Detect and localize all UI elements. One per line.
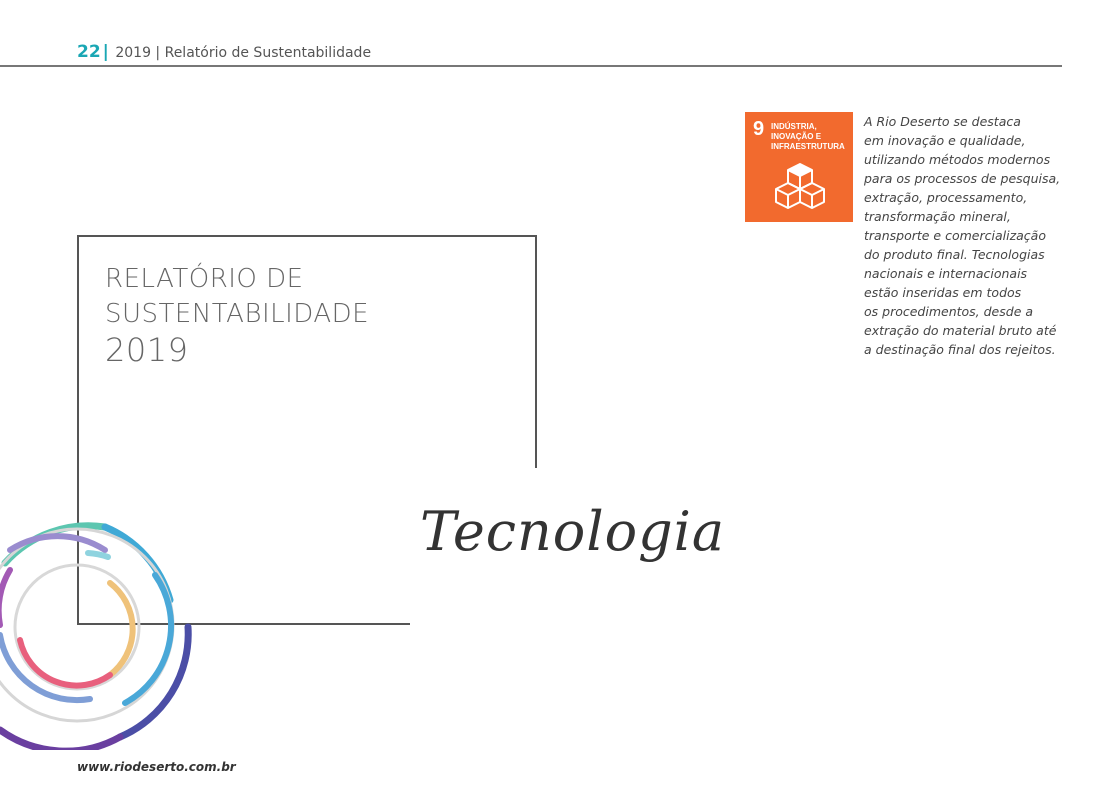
body-line: extração, processamento, bbox=[864, 190, 1028, 205]
body-line: a destinação final dos rejeitos. bbox=[864, 342, 1056, 357]
sdg-9-badge bbox=[745, 112, 853, 222]
body-line: extração do material bruto até bbox=[864, 323, 1057, 338]
sdg-number: 9 bbox=[753, 118, 765, 140]
report-title-line1: RELATÓRIO DE bbox=[105, 264, 304, 294]
header-separator: | bbox=[102, 42, 109, 62]
frame-top-line bbox=[77, 235, 537, 237]
body-line: transporte e comercialização bbox=[864, 228, 1046, 243]
sdg-label-line2: INOVAÇÃO E bbox=[771, 132, 822, 141]
sdg-label-line1: INDÚSTRIA, bbox=[771, 122, 817, 131]
body-line: os procedimentos, desde a bbox=[864, 304, 1034, 319]
sdg-label-line3: INFRAESTRUTURA bbox=[771, 142, 845, 151]
report-title bbox=[105, 262, 369, 368]
body-line: transformação mineral, bbox=[864, 209, 1011, 224]
decorative-rings-graphic bbox=[0, 505, 200, 750]
section-title: Tecnologia bbox=[420, 500, 726, 563]
page-number: 22 bbox=[77, 42, 101, 62]
body-line: para os processos de pesquisa, bbox=[864, 171, 1061, 186]
body-line: em inovação e qualidade, bbox=[864, 133, 1026, 148]
body-line: A Rio Deserto se destaca bbox=[864, 114, 1021, 129]
report-year: 2019 bbox=[105, 331, 189, 369]
report-title-line2: SUSTENTABILIDADE bbox=[105, 299, 370, 329]
page-header bbox=[77, 42, 371, 62]
body-line: utilizando métodos modernos bbox=[864, 152, 1051, 167]
body-line: estão inseridas em todos bbox=[864, 285, 1022, 300]
sdg-label bbox=[771, 122, 851, 152]
header-title: 2019 | Relatório de Sustentabilidade bbox=[115, 45, 372, 61]
frame-right-line bbox=[535, 235, 537, 468]
cubes-icon bbox=[772, 162, 828, 216]
header-rule bbox=[0, 65, 1062, 67]
footer-url: www.riodeserto.com.br bbox=[77, 760, 236, 774]
body-line: nacionais e internacionais bbox=[864, 266, 1028, 281]
body-line: do produto final. Tecnologias bbox=[864, 247, 1045, 262]
body-paragraph bbox=[864, 112, 1074, 359]
